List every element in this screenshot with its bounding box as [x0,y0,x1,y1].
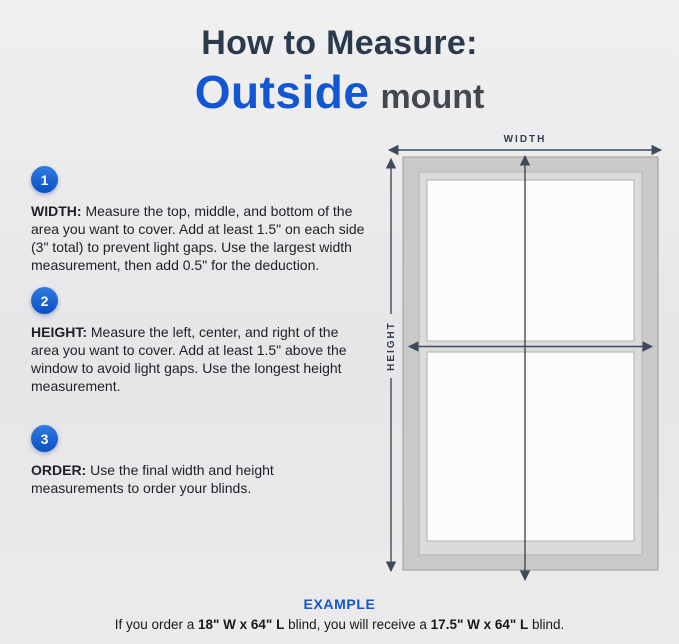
step-item-order [31,425,369,497]
step-text-width [31,202,369,274]
step-number-badge-1: 1 [31,166,58,193]
window-pane-top [427,180,634,341]
example-part-1: If you order a [114,617,198,632]
step-item-width [31,166,369,274]
example-ordered-size: 18" W x 64" L [198,617,285,632]
window-pane-bottom [427,352,634,541]
step-item-height [31,287,369,395]
example-part-2: blind, you will receive a [284,617,431,632]
step-label-height: HEIGHT: [31,324,87,340]
step-label-order: ORDER: [31,462,87,478]
title-line1: How to Measure: [201,24,478,62]
width-label: WIDTH [503,134,547,145]
title-suffix: mount [380,78,485,116]
window-diagram [372,128,672,596]
example-text [0,617,679,632]
height-label: HEIGHT [386,321,397,371]
page-title [0,24,679,119]
title-highlight: Outside [194,66,370,118]
title-line2 [0,65,679,119]
example-received-size: 17.5" W x 64" L [430,617,529,632]
step-number-badge-2: 2 [31,287,58,314]
step-number-badge-3: 3 [31,425,58,452]
step-body-order: Use the final width and height measurements to order your blinds. [31,462,274,496]
step-body-width: Measure the top, middle, and bottom of the area you want to cover. Add at least 1.5" on each side (3" total) to prevent light gaps. Use the largest width measurement, then add 0.5" for the deduction. [31,203,365,273]
step-body-height: Measure the left, center, and right of the area you want to cover. Add at least 1.5" above the window to avoid light gaps. Use the longest height measurement. [31,324,347,394]
example-section [0,596,679,632]
step-text-order [31,461,369,497]
step-label-width: WIDTH: [31,203,82,219]
steps-list [31,166,369,497]
example-heading: EXAMPLE [303,596,376,612]
example-part-3: blind. [528,617,565,632]
step-text-height [31,323,369,395]
